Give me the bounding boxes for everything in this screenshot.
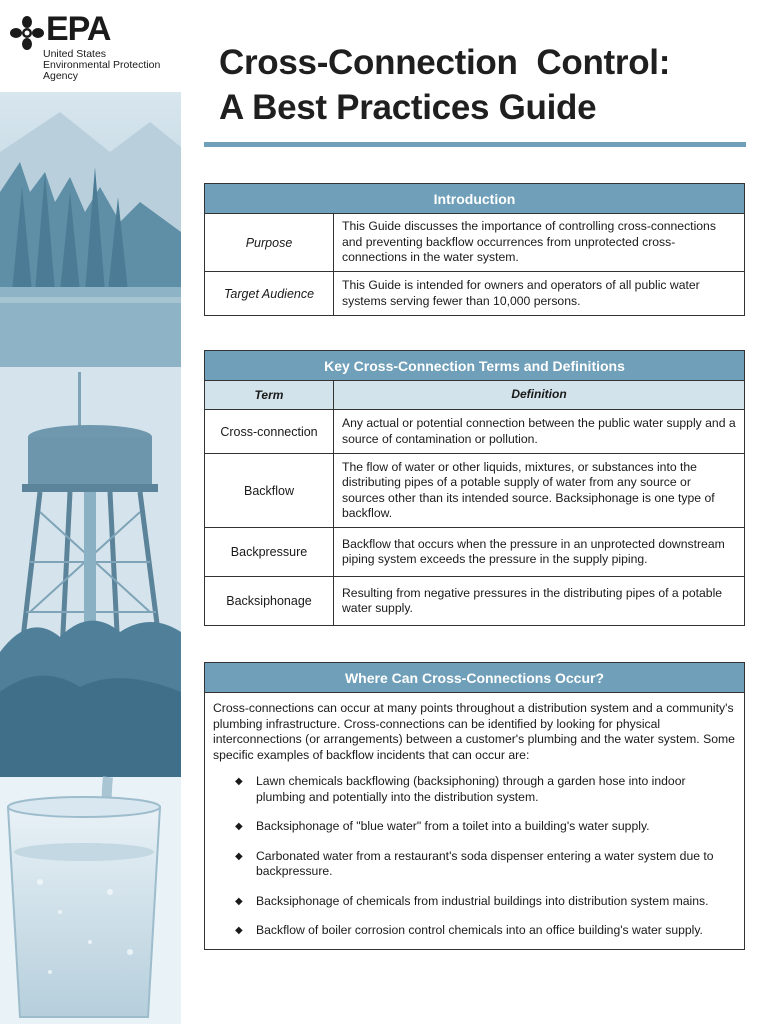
page-title	[219, 40, 759, 130]
side-photo-strip	[0, 92, 181, 1024]
side-photo-illustration	[0, 92, 181, 1024]
table-row	[205, 528, 744, 577]
epa-wordmark: EPA	[46, 10, 111, 48]
definition-column-header: Definition	[511, 387, 567, 402]
introduction-heading: Introduction	[205, 184, 744, 214]
definition-cell: The flow of water or other liquids, mixtures, or substances into the distributing pipes of a potable supply of water from any source or sources other than its intended source. Backsiphonage is one type of backflow.	[342, 459, 715, 520]
page-title-line-1: Cross-Connection Control:	[219, 43, 671, 82]
title-divider	[204, 142, 746, 147]
page-title-line-2: A Best Practices Guide	[219, 88, 597, 127]
list-item-text: Lawn chemicals backflowing (backsiphoning) through a garden hose into indoor plumbing and potentially into the distribution system.	[256, 774, 686, 804]
target-audience-text: This Guide is intended for owners and operators of all public water systems serving fewer than 10,000 persons.	[342, 278, 700, 308]
list-item	[213, 774, 736, 805]
bullet-icon: ◆	[235, 895, 243, 907]
agency-name	[43, 49, 160, 82]
where-body	[205, 693, 744, 949]
term-cell: Backflow	[205, 454, 334, 527]
epa-logo	[10, 10, 190, 84]
table-row	[205, 272, 744, 315]
list-item	[213, 894, 736, 910]
purpose-label: Purpose	[205, 214, 334, 271]
introduction-table	[204, 183, 745, 316]
purpose-text: This Guide discusses the importance of controlling cross-connections and preventing backflow occurrences from unprotected cross-connections in the water system.	[342, 219, 716, 265]
list-item-text: Backsiphonage of "blue water" from a toilet into a building's water supply.	[256, 819, 650, 833]
table-row	[205, 454, 744, 528]
where-intro: Cross-connections can occur at many points throughout a distribution system and a community's plumbing infrastructure. Cross-connections can be identified by looking for physical interconnections (or arrangements) between a customer's plumbing and the water system. Some specific examples of backflow incidents that can occur are:	[213, 701, 735, 762]
definition-cell: Any actual or potential connection between the public water supply and a source of contamination or pollution.	[342, 416, 736, 446]
bullet-icon: ◆	[235, 776, 243, 787]
term-cell: Cross-connection	[205, 410, 334, 453]
bullet-icon: ◆	[235, 925, 243, 936]
bullet-icon: ◆	[235, 821, 243, 832]
definition-cell: Backflow that occurs when the pressure in an unprotected downstream piping system exceeds the pressure in the supply piping.	[342, 536, 725, 566]
term-column-header: Term	[205, 381, 334, 409]
definition-cell: Resulting from negative pressures in the distributing pipes of a potable water supply.	[342, 585, 723, 615]
table-row	[205, 214, 744, 272]
table-row	[205, 577, 744, 625]
terms-table	[204, 350, 745, 626]
term-cell: Backsiphonage	[205, 577, 334, 625]
list-item	[213, 849, 736, 880]
table-row	[205, 410, 744, 454]
bullet-icon: ◆	[235, 850, 243, 862]
list-item	[213, 819, 736, 835]
agency-line-1: United States	[43, 48, 107, 60]
list-item-text: Carbonated water from a restaurant's soda dispenser entering a water system due to backpressure.	[256, 848, 714, 878]
where-table	[204, 662, 745, 950]
epa-flower-icon	[10, 16, 44, 50]
target-audience-label: Target Audience	[205, 272, 334, 315]
list-item-text: Backflow of boiler corrosion control chemicals into an office building's water supply.	[256, 923, 703, 937]
agency-line-2: Environmental Protection	[43, 59, 161, 71]
term-cell: Backpressure	[205, 528, 334, 576]
agency-line-3: Agency	[43, 70, 79, 82]
list-item-text: Backsiphonage of chemicals from industrial buildings into distribution system mains.	[256, 893, 709, 908]
terms-column-header	[205, 381, 744, 410]
terms-heading: Key Cross-Connection Terms and Definitions	[205, 351, 744, 381]
list-item	[213, 923, 736, 939]
example-list	[213, 774, 736, 939]
where-heading: Where Can Cross-Connections Occur?	[205, 663, 744, 693]
